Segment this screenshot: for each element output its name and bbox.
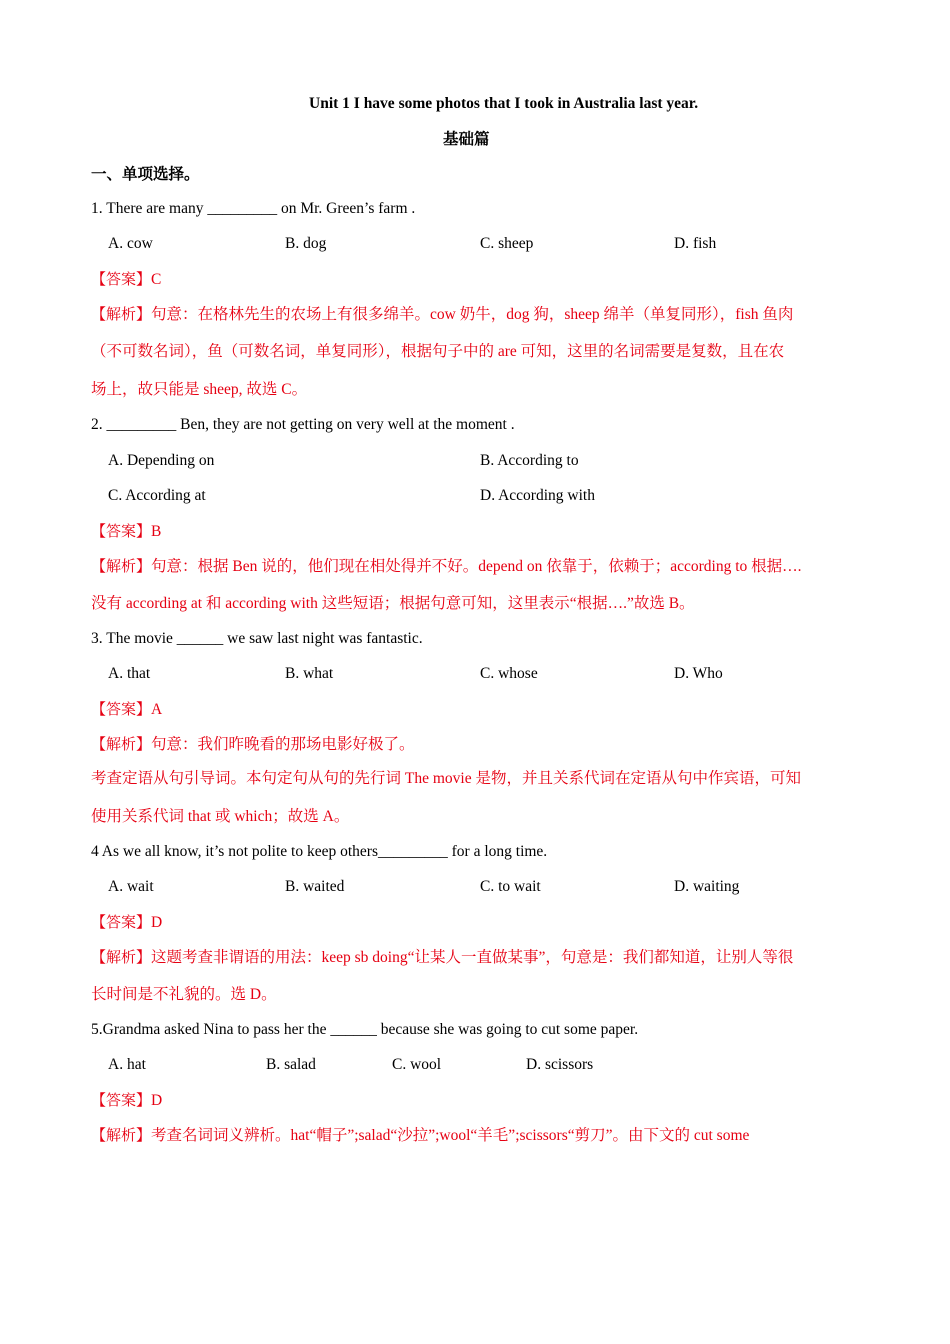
analysis-line: [91, 734, 415, 755]
option-c: C. sheep: [480, 235, 534, 252]
analysis-text: 这题考查非谓语的用法：keep sb doing“让某人一直做某事”，句意是：我们都知道，让别人等很: [151, 949, 794, 966]
answer-tag: 【答案】: [91, 700, 152, 718]
analysis-line: [91, 304, 793, 325]
option-b: B. waited: [285, 878, 345, 895]
option-c: C. wool: [392, 1056, 442, 1073]
question-stem: 1. There are many _________ on Mr. Green’s farm .: [91, 200, 416, 217]
answer-line: [91, 699, 162, 720]
option-a: A. Depending on: [108, 452, 215, 469]
option-d: D. fish: [674, 235, 717, 252]
analysis-line: [91, 947, 793, 968]
answer-line: [91, 269, 161, 290]
answer-tag: 【答案】: [91, 1091, 152, 1109]
document-title: Unit 1 I have some photos that I took in Australia last year.: [309, 95, 699, 112]
analysis-tag: 【解析】: [91, 948, 152, 966]
analysis-text: 长时间是不礼貌的。选 D。: [91, 986, 277, 1003]
option-d: D. scissors: [526, 1056, 594, 1073]
answer-line: [91, 912, 162, 933]
answer-tag: 【答案】: [91, 522, 152, 540]
analysis-tag: 【解析】: [91, 1126, 152, 1144]
document-subtitle: 基础篇: [443, 130, 490, 148]
section-heading: 一、单项选择。: [91, 165, 200, 183]
option-b: B. dog: [285, 235, 327, 252]
question-stem: 5.Grandma asked Nina to pass her the ______ because she was going to cut some paper.: [91, 1021, 639, 1038]
analysis-line: [91, 1125, 749, 1146]
answer-value: B: [151, 523, 162, 540]
answer-line: [91, 521, 161, 542]
option-c: C. whose: [480, 665, 538, 682]
analysis-tag: 【解析】: [91, 735, 152, 753]
analysis-tag: 【解析】: [91, 557, 152, 575]
option-a: A. hat: [108, 1056, 146, 1073]
analysis-text: 使用关系代词 that 或 which；故选 A。: [91, 808, 350, 825]
answer-tag: 【答案】: [91, 913, 152, 931]
analysis-text: 考查定语从句引导词。本句定句从句的先行词 The movie 是物，并且关系代词在定语从句中作宾语，可知: [91, 770, 801, 787]
option-b: B. salad: [266, 1056, 316, 1073]
option-c: C. to wait: [480, 878, 541, 895]
analysis-tag: 【解析】: [91, 305, 152, 323]
option-a: A. that: [108, 665, 151, 682]
question-stem: 2. _________ Ben, they are not getting on very well at the moment .: [91, 416, 515, 433]
analysis-line: [91, 556, 802, 577]
answer-tag: 【答案】: [91, 270, 152, 288]
option-a: A. cow: [108, 235, 153, 252]
option-b: B. what: [285, 665, 334, 682]
analysis-text: （不可数名词），鱼（可数名词，单复同形），根据句子中的 are 可知，这里的名词需要是复数，且在农: [91, 343, 785, 360]
analysis-text: 没有 according at 和 according with 这些短语；根据句意可知，这里表示“根据….”故选 B。: [91, 595, 695, 612]
option-d: D. According with: [480, 487, 595, 504]
analysis-text: 句意：我们昨晚看的那场电影好极了。: [151, 736, 415, 753]
question-stem: 4 As we all know, it’s not polite to keep others_________ for a long time.: [91, 843, 548, 860]
analysis-text: 考查名词词义辨析。hat“帽子”;salad“沙拉”;wool“羊毛”;scissors“剪刀”。由下文的 cut some: [151, 1127, 750, 1144]
answer-line: [91, 1090, 162, 1111]
analysis-text: 场上，故只能是 sheep, 故选 C。: [91, 381, 308, 398]
option-b: B. According to: [480, 452, 579, 469]
analysis-text: 句意：根据 Ben 说的，他们现在相处得并不好。depend on 依靠于，依赖于；according to 根据….: [151, 558, 802, 575]
answer-value: D: [151, 1092, 163, 1109]
question-stem: 3. The movie ______ we saw last night was fantastic.: [91, 630, 423, 647]
answer-value: C: [151, 271, 162, 288]
answer-value: D: [151, 914, 163, 931]
option-d: D. Who: [674, 665, 723, 682]
analysis-text: 句意：在格林先生的农场上有很多绵羊。cow 奶牛，dog 狗，sheep 绵羊（单复同形），fish 鱼肉: [151, 306, 794, 323]
answer-value: A: [151, 701, 163, 718]
option-c: C. According at: [108, 487, 206, 504]
option-d: D. waiting: [674, 878, 740, 895]
option-a: A. wait: [108, 878, 154, 895]
